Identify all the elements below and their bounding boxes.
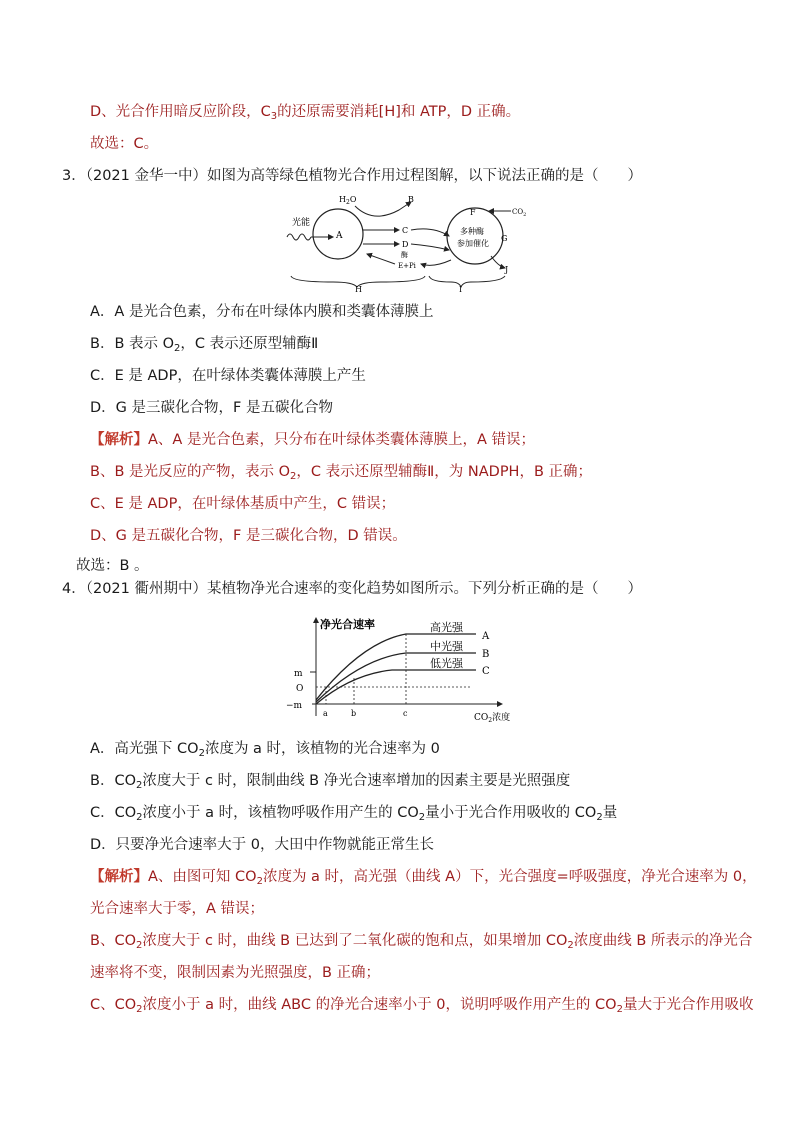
y-tick-o: O [296,684,304,694]
enzyme-small-label: 酶 [401,251,408,259]
q3-analysis-d: D、G 是五碳化合物，F 是三碳化合物，D 错误。 [90,528,407,544]
q4-analysis-a-line2: 光合速率大于零，A 错误； [90,901,265,917]
q3-option-c: C．E 是 ADP，在叶绿体类囊体薄膜上产生 [90,368,366,384]
x-tick-a: a [323,709,328,718]
analysis-tag: 【解析】 [90,432,148,448]
j-label: J [505,265,509,274]
e-pi-label: E+Pi [398,262,416,270]
y-axis-label: 净光合速率 [320,618,375,631]
q3-analysis-a: 【解析】A、A 是光合色素，只分布在叶绿体类囊体薄膜上，A 错误； [90,432,535,448]
curve-letter-a: A [482,631,490,642]
photosynthesis-diagram [283,192,538,292]
y-tick-m: m [294,669,303,679]
y-tick-neg-m: −m [286,701,303,711]
x-tick-c: c [403,709,408,718]
q4-option-d: D．只要净光合速率大于 0，大田中作物就能正常生长 [90,837,434,853]
curve-label-high: 高光强 [430,621,463,634]
q3-option-b: B．B 表示 $O_2$，C 表示还原型辅酶Ⅱ [90,336,319,354]
d-label: D [402,240,409,249]
curve-letter-c: C [482,666,490,677]
light-label: 光能 [292,218,311,228]
q3-stem: 3．（2021 金华一中）如图为高等绿色植物光合作用过程图解，以下说法正确的是（ ） [62,168,642,184]
enzyme-line2: 参加催化 [457,239,489,248]
q2-analysis-d: D、光合作用暗反应阶段，$C_3$的还原需要消耗[H]和 ATP，D 正确。 [90,104,521,122]
q3-analysis-c: C、E 是 ADP，在叶绿体基质中产生，C 错误； [90,496,396,512]
q3-option-d: D．G 是三碳化合物，F 是五碳化合物 [90,400,333,416]
i-brace-label: I [459,285,463,292]
q4-analysis-b-line2: 速率将不变，限制因素为光照强度，B 正确； [90,965,381,981]
light-wave-icon [287,234,311,240]
q4-stem: 4．（2021 衢州期中）某植物净光合速率的变化趋势如图所示。下列分析正确的是（ ） [62,581,642,597]
curve-label-medium: 中光强 [430,640,463,653]
curve-letter-b: B [482,649,490,660]
q2-answer: 故选：C。 [90,136,159,152]
q4-analysis-b-line1: B、$CO_2$浓度大于 c 时，曲线 B 已达到了二氧化碳的饱和点，如果增加 $CO_2$浓度曲线 B 所表示的净光合 [90,933,753,951]
q4-option-c: C．$CO_2$浓度小于 a 时，该植物呼吸作用产生的 $CO_2$量小于光合作用吸收的 $CO_2$量 [90,805,618,823]
i-brace [429,276,505,287]
co2-label: $CO_2$ [512,208,527,218]
q4-option-b: B．$CO_2$浓度大于 c 时，限制曲线 B 净光合速率增加的因素主要是光照强度 [90,773,571,791]
curve-label-low: 低光强 [430,657,463,670]
analysis-tag: 【解析】 [90,869,148,885]
net-photosynthesis-chart [282,612,532,732]
x-tick-b: b [351,709,357,718]
q4-option-a: A．高光强下 $CO_2$浓度为 a 时，该植物的光合速率为 0 [90,741,440,759]
c-label: C [402,226,409,235]
q3-option-a: A．A 是光合色素，分布在叶绿体内膜和类囊体薄膜上 [90,304,434,320]
q3-answer: 故选：B 。 [76,558,149,574]
q4-analysis-a-line1: 【解析】A、由图可知 $CO_2$浓度为 a 时，高光强（曲线 A）下，光合强度=呼吸强度，净光合速率为 0， [90,869,757,887]
g-label: G [501,234,508,243]
x-axis-label: $CO_2$浓度 [474,713,511,724]
q4-analysis-c-line1: C、$CO_2$浓度小于 a 时，曲线 ABC 的净光合速率小于 0，说明呼吸作用产生的 $CO_2$量大于光合作用吸收 [90,997,754,1015]
enzyme-line1: 多种酶 [460,227,484,236]
h2o-label: $H_2O$ [339,195,357,206]
h-brace-label: H [355,285,362,292]
f-label: F [470,208,476,217]
pigment-label: A [336,231,343,241]
q3-analysis-b: B、B 是光反应的产物，表示 $O_2$，C 表示还原型辅酶Ⅱ，为 NADPH，B 正确； [90,464,593,482]
product-b-label: B [408,195,414,204]
